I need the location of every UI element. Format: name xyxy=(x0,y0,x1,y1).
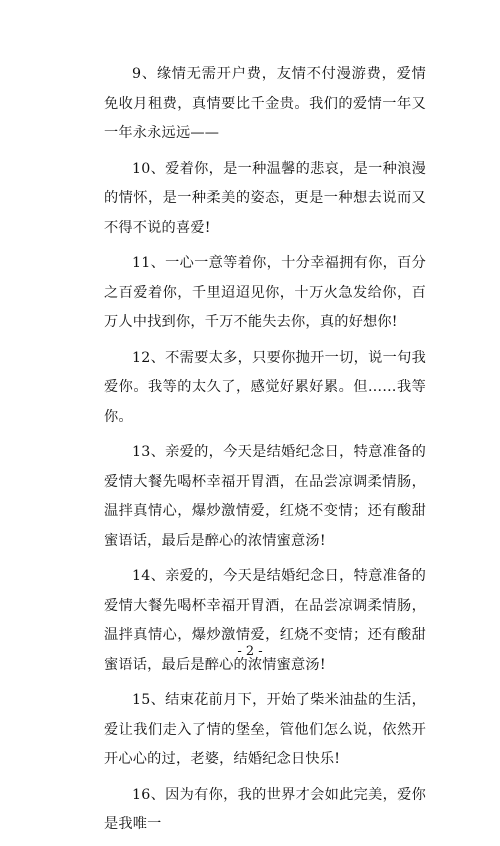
paragraph-16: 16、因为有你，我的世界才会如此完美，爱你是我唯一 xyxy=(104,786,426,832)
paragraph-10: 10、爱着你，是一种温馨的悲哀，是一种浪漫的情怀，是一种柔美的姿态，更是一种想去说而又不得不说的喜爱! xyxy=(104,160,426,236)
paragraph-15: 15、结束花前月下，开始了柴米油盐的生活，爱让我们走入了情的堡垒，管他们怎么说，依然开开心心的过，老婆，结婚纪念日快乐! xyxy=(104,692,426,767)
paragraph-12: 12、不需要太多，只要你抛开一切，说一句我爱你。我等的太久了，感觉好累好累。但……我等你。 xyxy=(104,349,426,425)
paragraph-9: 9、缘情无需开户费，友情不付漫游费，爱情免收月租费，真情要比千金贵。我们的爱情一年又一年永永远远—— xyxy=(104,66,426,141)
document-body xyxy=(104,60,426,846)
paragraph-14: 14、亲爱的，今天是结婚纪念日，特意准备的爱情大餐先喝杯幸福开胃酒，在品尝凉调柔情肠，温拌真情心，爆炒激情爱，红烧不变情；还有酸甜蜜语话，最后是醉心的浓情蜜意汤! xyxy=(104,568,426,673)
page-number: - 2 - xyxy=(237,644,263,659)
paragraph-13: 13、亲爱的，今天是结婚纪念日，特意准备的爱情大餐先喝杯幸福开胃酒，在品尝凉调柔情肠，温拌真情心，爆炒激情爱，红烧不变情；还有酸甜蜜语话，最后是醉心的浓情蜜意汤! xyxy=(104,444,426,549)
paragraph-11: 11、一心一意等着你，十分幸福拥有你，百分之百爱着你，千里迢迢见你，十万火急发给你，百万人中找到你，千万不能失去你，真的好想你! xyxy=(104,255,426,330)
